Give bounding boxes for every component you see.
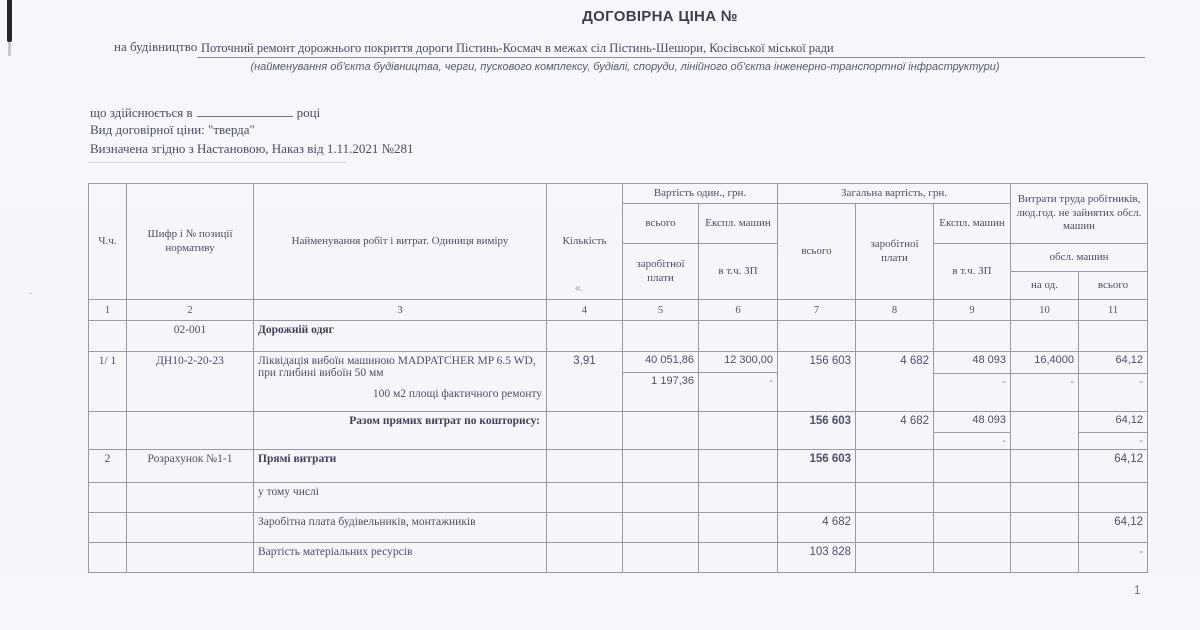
col-number: 10 (1011, 300, 1079, 321)
year-line-suffix: році (296, 105, 321, 120)
salary-labor-total: 64,12 (1079, 513, 1148, 543)
cell-empty (89, 543, 127, 573)
cell-empty (699, 321, 778, 352)
object-name-underline (197, 57, 1145, 58)
cell-empty (934, 450, 1011, 483)
header-labor-total: всього (1079, 272, 1148, 300)
cell-empty (856, 483, 934, 513)
column-number-row (89, 300, 1148, 321)
cell-empty (856, 321, 934, 352)
scan-mark-artifact: ˏ (24, 280, 33, 296)
salary-name: Заробітна плата будівельників, монтажників (254, 513, 547, 543)
cell-empty (934, 483, 1011, 513)
scan-edge-artifact-fade (8, 42, 11, 56)
header-total-mach-zp: в т.ч. ЗП (934, 244, 1011, 300)
header-total-salary: заробітної плати (856, 204, 934, 300)
cell-empty (1011, 483, 1079, 513)
including-name: у тому числі (254, 483, 547, 513)
cell-empty (547, 321, 623, 352)
cell-empty (623, 513, 699, 543)
sum-labor-total: 64,12 (1079, 412, 1147, 433)
header-group-unit-cost: Вартість один., грн. (623, 184, 778, 204)
scan-edge-artifact (7, 0, 12, 42)
header-group-labor: Витрати труда робітників, люд.год. не зайнятих обсл. машин (1011, 184, 1148, 244)
header-unit-mach: Експл. машин (699, 204, 778, 244)
header-unit-total: всього (623, 204, 699, 244)
cell-empty (127, 412, 254, 450)
item-unit-mach-cell (699, 352, 778, 412)
cell-empty (547, 513, 623, 543)
header-labor-mach: обсл. машин (1011, 244, 1148, 272)
including-row (89, 483, 1148, 513)
cell-empty (623, 543, 699, 573)
cell-empty (699, 483, 778, 513)
header-col-code: Шифр і № позиції нормативу (127, 184, 254, 300)
item-code: ДН10-2-20-23 (127, 352, 254, 412)
col-number: 2 (127, 300, 254, 321)
faint-underline-artifact (88, 162, 346, 163)
cell-empty (778, 483, 856, 513)
header-unit-salary: заробітної плати (623, 244, 699, 300)
item-unit-mach-zp: - (769, 375, 774, 387)
item-labor-total-sub: - (1139, 376, 1144, 388)
cell-empty (1011, 450, 1079, 483)
document-title: ДОГОВІРНА ЦІНА № (582, 8, 738, 25)
cost-table (88, 183, 1148, 573)
sum-label: Разом прямих витрат по кошторису: (254, 412, 547, 450)
direct-code: Розрахунок №1-1 (127, 450, 254, 483)
item-description-cell (254, 352, 547, 412)
cell-empty (127, 483, 254, 513)
item-num: 1/ 1 (89, 352, 127, 412)
header-labor-per-unit: на од. (1011, 272, 1079, 300)
header-col-qty: Кількість (547, 184, 623, 300)
price-type-line: Вид договірної ціни: "тверда" (90, 122, 255, 137)
materials-row (89, 543, 1148, 573)
col-number: 8 (856, 300, 934, 321)
header-total-total: всього (778, 204, 856, 300)
header-col-num: Ч.ч. (89, 184, 127, 300)
sum-salary: 4 682 (856, 412, 934, 450)
col-number: 5 (623, 300, 699, 321)
item-unit-note: 100 м2 площі фактичного ремонту (372, 388, 542, 400)
direct-name: Прямі витрати (254, 450, 547, 483)
item-mach-zp: - (1002, 376, 1007, 388)
header-group-total-cost: Загальна вартість, грн. (778, 184, 1011, 204)
col-number: 11 (1079, 300, 1148, 321)
cell-empty (623, 412, 699, 450)
cell-empty (699, 543, 778, 573)
item-total: 156 603 (778, 352, 856, 412)
header-total-mach: Експл. машин (934, 204, 1011, 244)
cell-empty (623, 321, 699, 352)
cell-empty (127, 513, 254, 543)
sum-mach: 48 093 (934, 412, 1010, 433)
direct-labor-total: 64,12 (1079, 450, 1148, 483)
cell-empty (1011, 412, 1079, 450)
year-line (90, 103, 320, 121)
col-number: 6 (699, 300, 778, 321)
sum-mach-sub: - (1002, 435, 1007, 447)
item-unit-salary: 1 197,36 (651, 375, 694, 387)
cell-empty (89, 513, 127, 543)
item-unit-total: 40 051,86 (623, 352, 698, 373)
header-col-name: Найменування робіт і витрат. Одиниця виміру (254, 184, 547, 300)
cell-empty (1011, 321, 1079, 352)
page-number: 1 (1134, 585, 1141, 597)
year-line-prefix: що здійснюється в (90, 105, 193, 120)
col-number: 4 (547, 300, 623, 321)
cell-empty (1011, 543, 1079, 573)
cell-empty (778, 321, 856, 352)
item-unit-mach: 12 300,00 (699, 352, 777, 373)
col-number: 3 (254, 300, 547, 321)
cell-empty (547, 450, 623, 483)
direct-num: 2 (89, 450, 127, 483)
sum-total: 156 603 (778, 412, 856, 450)
year-blank-field (197, 103, 293, 117)
item-row (89, 352, 1148, 412)
item-mach-cell (934, 352, 1011, 412)
cell-empty (1079, 321, 1148, 352)
item-labor-per-unit-cell (1011, 352, 1079, 412)
direct-total: 156 603 (778, 450, 856, 483)
cell-empty (89, 483, 127, 513)
cell-empty (547, 543, 623, 573)
section-name: Дорожній одяг (254, 321, 547, 352)
construction-object-name: Поточний ремонт дорожнього покриття дороги Пістинь-Космач в межах сіл Пістинь-Шешори, Косівської міської ради (201, 41, 834, 55)
cell-empty (934, 513, 1011, 543)
col-number: 7 (778, 300, 856, 321)
col-number: 1 (89, 300, 127, 321)
section-code: 02-001 (127, 321, 254, 352)
cell-empty (699, 412, 778, 450)
item-description: Ліквідація вибоїн машиною MADPATCHER MP 6.5 WD, при глибині вибоїн 50 мм (258, 355, 536, 379)
materials-name: Вартість матеріальних ресурсів (254, 543, 547, 573)
direct-costs-row (89, 450, 1148, 483)
section-row (89, 321, 1148, 352)
salary-row (89, 513, 1148, 543)
cell-empty (1079, 483, 1148, 513)
scan-comma-artifact: «. (575, 283, 584, 294)
header-unit-mach-zp: в т.ч. ЗП (699, 244, 778, 300)
cell-empty (623, 450, 699, 483)
salary-total: 4 682 (778, 513, 856, 543)
item-labor-total-cell (1079, 352, 1148, 412)
object-name-hint: (найменування об'єкта будівництва, черги, пускового комплексу, будівлі, споруди, лінійного об'єкта інженерно-транспортної інфраструктури) (250, 61, 1000, 73)
item-qty: 3,91 (547, 352, 623, 412)
cell-empty (623, 483, 699, 513)
col-number: 9 (934, 300, 1011, 321)
item-labor-per-unit: 16,4000 (1011, 352, 1078, 374)
cell-empty (1011, 513, 1079, 543)
sum-labor-cell (1079, 412, 1148, 450)
cell-empty (856, 543, 934, 573)
sum-labor-total-sub: - (1139, 435, 1144, 447)
cell-empty (856, 513, 934, 543)
table-header (89, 184, 1148, 321)
construction-label: на будівництво (114, 39, 198, 54)
cell-empty (934, 543, 1011, 573)
cell-empty (856, 450, 934, 483)
cell-empty (127, 543, 254, 573)
item-labor-per-unit-sub: - (1070, 376, 1075, 388)
cell-empty (699, 450, 778, 483)
cell-empty (699, 513, 778, 543)
materials-total: 103 828 (778, 543, 856, 573)
item-unit-cost-cell (623, 352, 699, 412)
sum-row (89, 412, 1148, 450)
cell-empty (547, 412, 623, 450)
basis-line: Визначена згідно з Настановою, Наказ від 1.11.2021 №281 (90, 141, 414, 156)
cell-empty (89, 412, 127, 450)
cell-empty (547, 483, 623, 513)
item-salary: 4 682 (856, 352, 934, 412)
item-labor-total: 64,12 (1079, 352, 1147, 374)
cell-empty (934, 321, 1011, 352)
item-mach: 48 093 (934, 352, 1010, 374)
sum-mach-cell (934, 412, 1011, 450)
materials-labor-total: - (1079, 543, 1148, 573)
cell-empty (89, 321, 127, 352)
